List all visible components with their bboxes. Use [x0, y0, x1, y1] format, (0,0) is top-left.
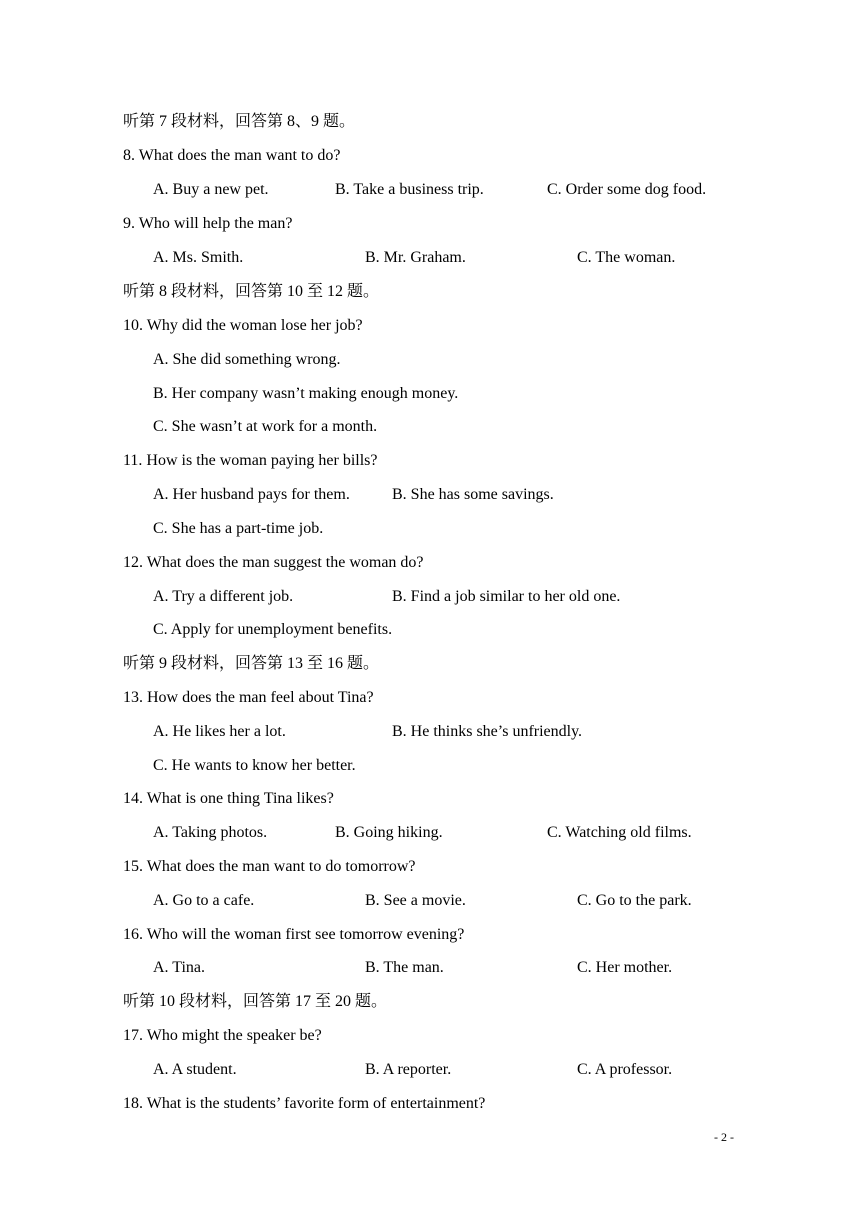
section-heading: 听第 7 段材料，回答第 8、9 题。 — [123, 113, 356, 130]
option-c: C. The woman. — [577, 249, 676, 266]
option-a: A. Her husband pays for them. — [153, 486, 350, 503]
question-text: 12. What does the man suggest the woman do? — [123, 554, 424, 571]
page-number: - 2 - — [714, 1130, 734, 1144]
option-c: C. Go to the park. — [577, 892, 692, 909]
section-heading: 听第 8 段材料，回答第 10 至 12 题。 — [123, 283, 380, 300]
option-b: B. Find a job similar to her old one. — [392, 588, 621, 605]
option-c: C. A professor. — [577, 1061, 673, 1078]
option-c: C. Watching old films. — [547, 824, 692, 841]
option-b: B. A reporter. — [365, 1061, 452, 1078]
option-a: A. Taking photos. — [153, 824, 268, 841]
option-c: C. She has a part-time job. — [153, 520, 324, 537]
option-c: C. He wants to know her better. — [153, 757, 356, 774]
option-a: A. A student. — [153, 1061, 237, 1078]
option-a: A. He likes her a lot. — [153, 723, 286, 740]
option-c: C. Apply for unemployment benefits. — [153, 621, 393, 638]
question-text: 17. Who might the speaker be? — [123, 1027, 322, 1044]
section-heading: 听第 10 段材料，回答第 17 至 20 题。 — [123, 993, 388, 1010]
option-b: B. He thinks she’s unfriendly. — [392, 723, 583, 740]
question-text: 14. What is one thing Tina likes? — [123, 790, 334, 807]
option-b: B. The man. — [365, 959, 444, 976]
question-text: 10. Why did the woman lose her job? — [123, 317, 363, 334]
question-text: 15. What does the man want to do tomorrow? — [123, 858, 416, 875]
option-c: C. Order some dog food. — [547, 181, 707, 198]
question-text: 13. How does the man feel about Tina? — [123, 689, 374, 706]
option-b: B. See a movie. — [365, 892, 466, 909]
option-c: C. She wasn’t at work for a month. — [153, 418, 378, 435]
option-a: A. Ms. Smith. — [153, 249, 244, 266]
question-text: 8. What does the man want to do? — [123, 147, 341, 164]
option-a: A. Buy a new pet. — [153, 181, 269, 198]
option-b: B. Mr. Graham. — [365, 249, 466, 266]
option-b: B. Take a business trip. — [335, 181, 484, 198]
question-text: 18. What is the students’ favorite form of entertainment? — [123, 1095, 486, 1112]
option-b: B. Going hiking. — [335, 824, 443, 841]
question-text: 9. Who will help the man? — [123, 215, 293, 232]
option-a: A. Try a different job. — [153, 588, 294, 605]
option-a: A. Tina. — [153, 959, 206, 976]
question-text: 16. Who will the woman first see tomorrow evening? — [123, 926, 465, 943]
option-b: B. Her company wasn’t making enough money. — [153, 385, 459, 402]
section-heading: 听第 9 段材料，回答第 13 至 16 题。 — [123, 655, 380, 672]
option-b: B. She has some savings. — [392, 486, 554, 503]
option-a: A. Go to a cafe. — [153, 892, 255, 909]
option-a: A. She did something wrong. — [153, 351, 341, 368]
question-text: 11. How is the woman paying her bills? — [123, 452, 378, 469]
option-c: C. Her mother. — [577, 959, 673, 976]
